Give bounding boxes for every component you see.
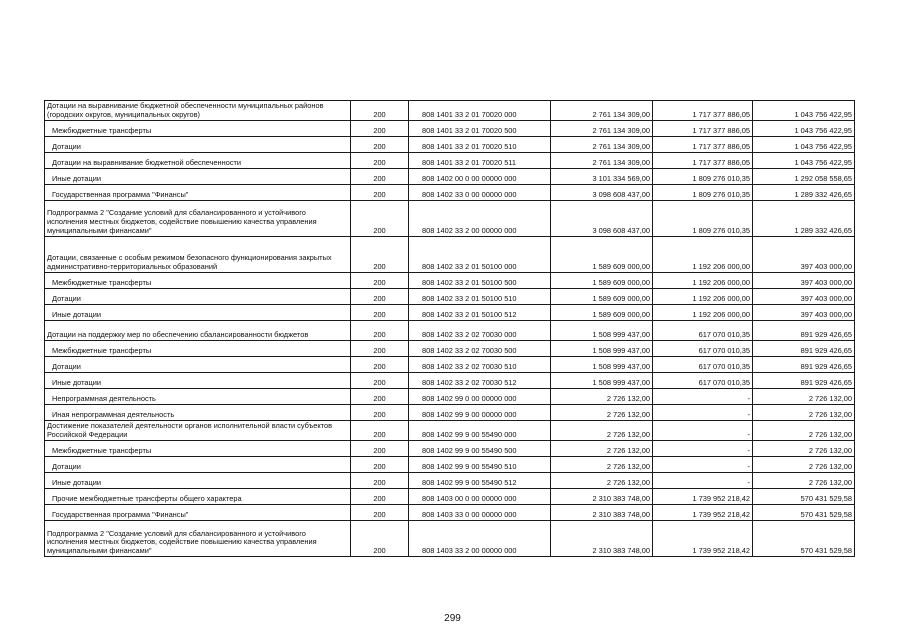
row-code-cell: 200: [351, 341, 409, 357]
row-name-cell: Дотации на поддержку мер по обеспечению сбалансированности бюджетов: [45, 321, 351, 341]
row-kbk-cell: 808 1402 99 9 00 55490 500: [409, 441, 551, 457]
table-row: [45, 201, 855, 237]
row-name-cell: Межбюджетные трансферты: [45, 273, 351, 289]
table-row: [45, 341, 855, 357]
row-code-cell: 200: [351, 137, 409, 153]
row-name-cell: Подпрограмма 2 "Создание условий для сбалансированного и устойчивого исполнения местных бюджетов, содействие повышению качества управления муниципальными финансами": [45, 521, 351, 557]
row-kbk-cell: 808 1403 00 0 00 00000 000: [409, 489, 551, 505]
table-row: [45, 185, 855, 201]
row-amount-1-cell: 2 726 132,00: [551, 441, 653, 457]
row-code-cell: 200: [351, 357, 409, 373]
row-amount-2-cell: 1 739 952 218,42: [653, 505, 753, 521]
budget-table-body: [45, 101, 855, 557]
row-amount-1-cell: 1 508 999 437,00: [551, 321, 653, 341]
row-code-cell: 200: [351, 373, 409, 389]
row-code-cell: 200: [351, 505, 409, 521]
table-row: [45, 441, 855, 457]
row-amount-2-cell: 617 070 010,35: [653, 341, 753, 357]
row-amount-3-cell: 1 043 756 422,95: [753, 121, 855, 137]
row-kbk-cell: 808 1402 99 9 00 55490 512: [409, 473, 551, 489]
row-name-cell: Прочие межбюджетные трансферты общего характера: [45, 489, 351, 505]
row-amount-3-cell: 891 929 426,65: [753, 357, 855, 373]
table-row: [45, 169, 855, 185]
row-name-cell: Иные дотации: [45, 473, 351, 489]
row-amount-1-cell: 2 726 132,00: [551, 389, 653, 405]
row-kbk-cell: 808 1402 33 2 02 70030 000: [409, 321, 551, 341]
row-amount-1-cell: 2 761 134 309,00: [551, 137, 653, 153]
row-name-cell: Межбюджетные трансферты: [45, 441, 351, 457]
page-number: 299: [444, 613, 461, 624]
row-amount-2-cell: 1 809 276 010,35: [653, 169, 753, 185]
table-row: [45, 373, 855, 389]
row-name-cell: Достижение показателей деятельности органов исполнительной власти субъектов Российской Федерации: [45, 421, 351, 441]
row-amount-1-cell: 1 589 609 000,00: [551, 237, 653, 273]
row-kbk-cell: 808 1402 33 2 01 50100 510: [409, 289, 551, 305]
row-amount-2-cell: -: [653, 457, 753, 473]
row-kbk-cell: 808 1401 33 2 01 70020 000: [409, 101, 551, 121]
row-amount-2-cell: 617 070 010,35: [653, 321, 753, 341]
row-amount-3-cell: 397 403 000,00: [753, 289, 855, 305]
row-amount-2-cell: 1 717 377 886,05: [653, 121, 753, 137]
row-amount-3-cell: 891 929 426,65: [753, 373, 855, 389]
row-code-cell: 200: [351, 457, 409, 473]
row-amount-1-cell: 2 310 383 748,00: [551, 489, 653, 505]
row-amount-1-cell: 1 508 999 437,00: [551, 373, 653, 389]
row-name-cell: Межбюджетные трансферты: [45, 341, 351, 357]
row-kbk-cell: 808 1402 99 9 00 55490 000: [409, 421, 551, 441]
row-amount-2-cell: 1 739 952 218,42: [653, 521, 753, 557]
row-code-cell: 200: [351, 389, 409, 405]
table-row: [45, 389, 855, 405]
row-amount-3-cell: 397 403 000,00: [753, 273, 855, 289]
row-code-cell: 200: [351, 201, 409, 237]
row-amount-1-cell: 1 508 999 437,00: [551, 341, 653, 357]
row-amount-2-cell: -: [653, 405, 753, 421]
table-row: [45, 457, 855, 473]
row-amount-3-cell: 2 726 132,00: [753, 457, 855, 473]
row-name-cell: Дотации, связанные с особым режимом безопасного функционирования закрытых административно-территориальных образований: [45, 237, 351, 273]
row-code-cell: 200: [351, 289, 409, 305]
row-amount-2-cell: 1 717 377 886,05: [653, 137, 753, 153]
row-code-cell: 200: [351, 473, 409, 489]
row-name-cell: Межбюджетные трансферты: [45, 121, 351, 137]
row-amount-2-cell: 1 809 276 010,35: [653, 201, 753, 237]
table-row: [45, 273, 855, 289]
row-amount-3-cell: 570 431 529,58: [753, 505, 855, 521]
row-amount-1-cell: 2 761 134 309,00: [551, 153, 653, 169]
row-amount-3-cell: 397 403 000,00: [753, 305, 855, 321]
row-amount-1-cell: 2 726 132,00: [551, 473, 653, 489]
row-kbk-cell: 808 1402 99 0 00 00000 000: [409, 389, 551, 405]
row-kbk-cell: 808 1403 33 2 00 00000 000: [409, 521, 551, 557]
row-amount-2-cell: -: [653, 421, 753, 441]
row-amount-3-cell: 570 431 529,58: [753, 521, 855, 557]
row-code-cell: 200: [351, 121, 409, 137]
row-code-cell: 200: [351, 273, 409, 289]
row-name-cell: Непрограммная деятельность: [45, 389, 351, 405]
row-amount-1-cell: 2 310 383 748,00: [551, 505, 653, 521]
row-amount-3-cell: 2 726 132,00: [753, 441, 855, 457]
row-amount-1-cell: 2 761 134 309,00: [551, 101, 653, 121]
budget-table: [44, 100, 855, 557]
row-kbk-cell: 808 1402 33 2 02 70030 512: [409, 373, 551, 389]
row-kbk-cell: 808 1402 00 0 00 00000 000: [409, 169, 551, 185]
row-code-cell: 200: [351, 489, 409, 505]
row-name-cell: Иная непрограммная деятельность: [45, 405, 351, 421]
row-kbk-cell: 808 1402 33 2 02 70030 510: [409, 357, 551, 373]
row-name-cell: Иные дотации: [45, 373, 351, 389]
row-kbk-cell: 808 1402 33 0 00 00000 000: [409, 185, 551, 201]
row-name-cell: Дотации: [45, 137, 351, 153]
row-name-cell: Государственная программа "Финансы": [45, 505, 351, 521]
row-amount-1-cell: 1 589 609 000,00: [551, 289, 653, 305]
row-amount-2-cell: 1 192 206 000,00: [653, 289, 753, 305]
row-amount-1-cell: 2 726 132,00: [551, 421, 653, 441]
row-name-cell: Подпрограмма 2 "Создание условий для сбалансированного и устойчивого исполнения местных бюджетов, содействие повышению качества управления муниципальными финансами": [45, 201, 351, 237]
row-code-cell: 200: [351, 321, 409, 341]
row-amount-3-cell: 2 726 132,00: [753, 473, 855, 489]
row-amount-3-cell: 891 929 426,65: [753, 341, 855, 357]
table-row: [45, 101, 855, 121]
row-amount-1-cell: 3 098 608 437,00: [551, 201, 653, 237]
row-amount-2-cell: 1 739 952 218,42: [653, 489, 753, 505]
row-code-cell: 200: [351, 521, 409, 557]
table-row: [45, 489, 855, 505]
row-amount-2-cell: -: [653, 389, 753, 405]
table-row: [45, 137, 855, 153]
row-amount-3-cell: 1 289 332 426,65: [753, 185, 855, 201]
row-name-cell: Иные дотации: [45, 305, 351, 321]
row-amount-2-cell: 1 192 206 000,00: [653, 305, 753, 321]
row-amount-3-cell: 397 403 000,00: [753, 237, 855, 273]
row-amount-3-cell: 1 289 332 426,65: [753, 201, 855, 237]
row-amount-3-cell: 1 043 756 422,95: [753, 153, 855, 169]
row-amount-3-cell: 2 726 132,00: [753, 389, 855, 405]
table-row: [45, 473, 855, 489]
row-kbk-cell: 808 1402 33 2 01 50100 000: [409, 237, 551, 273]
row-amount-3-cell: 1 043 756 422,95: [753, 101, 855, 121]
row-kbk-cell: 808 1402 33 2 01 50100 512: [409, 305, 551, 321]
row-amount-3-cell: 1 292 058 558,65: [753, 169, 855, 185]
row-kbk-cell: 808 1402 33 2 02 70030 500: [409, 341, 551, 357]
table-row: [45, 289, 855, 305]
table-row: [45, 237, 855, 273]
row-amount-1-cell: 2 761 134 309,00: [551, 121, 653, 137]
row-amount-3-cell: 891 929 426,65: [753, 321, 855, 341]
row-amount-1-cell: 2 726 132,00: [551, 405, 653, 421]
row-amount-2-cell: 617 070 010,35: [653, 373, 753, 389]
row-amount-2-cell: 1 717 377 886,05: [653, 101, 753, 121]
row-code-cell: 200: [351, 237, 409, 273]
row-code-cell: 200: [351, 421, 409, 441]
row-amount-2-cell: -: [653, 473, 753, 489]
row-amount-1-cell: 3 098 608 437,00: [551, 185, 653, 201]
table-row: [45, 357, 855, 373]
row-amount-1-cell: 1 589 609 000,00: [551, 273, 653, 289]
row-amount-2-cell: 617 070 010,35: [653, 357, 753, 373]
row-name-cell: Дотации: [45, 357, 351, 373]
table-row: [45, 321, 855, 341]
row-amount-2-cell: 1 192 206 000,00: [653, 237, 753, 273]
row-kbk-cell: 808 1402 33 2 00 00000 000: [409, 201, 551, 237]
row-code-cell: 200: [351, 305, 409, 321]
row-amount-1-cell: 3 101 334 569,00: [551, 169, 653, 185]
table-row: [45, 505, 855, 521]
row-kbk-cell: 808 1402 33 2 01 50100 500: [409, 273, 551, 289]
row-code-cell: 200: [351, 169, 409, 185]
row-name-cell: Государственная программа "Финансы": [45, 185, 351, 201]
row-amount-2-cell: 1 192 206 000,00: [653, 273, 753, 289]
row-code-cell: 200: [351, 153, 409, 169]
row-name-cell: Дотации: [45, 289, 351, 305]
row-kbk-cell: 808 1401 33 2 01 70020 511: [409, 153, 551, 169]
row-amount-1-cell: 2 726 132,00: [551, 457, 653, 473]
row-amount-1-cell: 2 310 383 748,00: [551, 521, 653, 557]
row-kbk-cell: 808 1402 99 9 00 55490 510: [409, 457, 551, 473]
table-row: [45, 405, 855, 421]
row-code-cell: 200: [351, 101, 409, 121]
table-row: [45, 121, 855, 137]
row-kbk-cell: 808 1401 33 2 01 70020 510: [409, 137, 551, 153]
row-name-cell: Иные дотации: [45, 169, 351, 185]
row-amount-2-cell: 1 717 377 886,05: [653, 153, 753, 169]
row-name-cell: Дотации: [45, 457, 351, 473]
row-amount-1-cell: 1 589 609 000,00: [551, 305, 653, 321]
table-row: [45, 421, 855, 441]
row-code-cell: 200: [351, 405, 409, 421]
row-name-cell: Дотации на выравнивание бюджетной обеспеченности: [45, 153, 351, 169]
table-row: [45, 521, 855, 557]
row-kbk-cell: 808 1403 33 0 00 00000 000: [409, 505, 551, 521]
row-code-cell: 200: [351, 441, 409, 457]
row-amount-3-cell: 2 726 132,00: [753, 421, 855, 441]
row-amount-2-cell: -: [653, 441, 753, 457]
row-amount-3-cell: 2 726 132,00: [753, 405, 855, 421]
row-kbk-cell: 808 1402 99 9 00 00000 000: [409, 405, 551, 421]
row-amount-3-cell: 570 431 529,58: [753, 489, 855, 505]
row-code-cell: 200: [351, 185, 409, 201]
row-name-cell: Дотации на выравнивание бюджетной обеспеченности муниципальных районов (городских округов, муниципальных округов): [45, 101, 351, 121]
row-kbk-cell: 808 1401 33 2 01 70020 500: [409, 121, 551, 137]
row-amount-2-cell: 1 809 276 010,35: [653, 185, 753, 201]
row-amount-3-cell: 1 043 756 422,95: [753, 137, 855, 153]
row-amount-1-cell: 1 508 999 437,00: [551, 357, 653, 373]
table-row: [45, 305, 855, 321]
table-row: [45, 153, 855, 169]
